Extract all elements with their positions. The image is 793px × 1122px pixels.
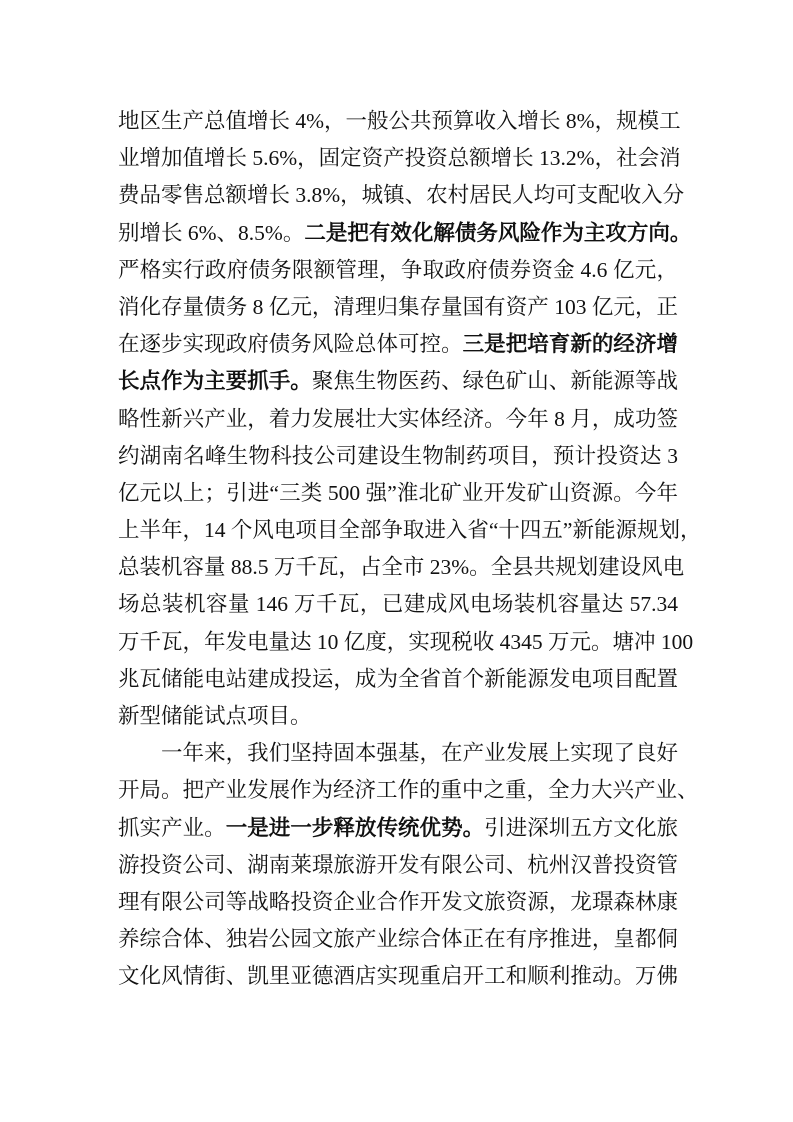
- text-line: [118, 810, 678, 847]
- body-text: 约湖南名峰生物科技公司建设生物制药项目，预计投资达 3: [118, 443, 678, 468]
- body-text: 文化风情街、凯里亚德酒店实现重启开工和顺利推动。万佛: [118, 964, 678, 989]
- text-line: [118, 326, 678, 363]
- body-text: 业增加值增长 5.6%，固定资产投资总额增长 13.2%，社会消: [118, 146, 681, 171]
- body-text: 游投资公司、湖南莱璟旅游开发有限公司、杭州汉普投资管: [118, 852, 678, 877]
- text-line: [118, 140, 681, 177]
- text-line: [118, 401, 678, 438]
- body-text: 上半年，14 个风电项目全部争取进入省“十四五”新能源规划，: [118, 518, 702, 543]
- body-text: 亿元以上；引进“三类 500 强”淮北矿业开发矿山资源。今年: [118, 480, 678, 505]
- text-line: [118, 586, 678, 623]
- text-line: [118, 177, 685, 214]
- text-line: [118, 772, 699, 809]
- document-page: [118, 103, 702, 996]
- body-text: 开局。把产业发展作为经济工作的重中之重，全力大兴产业、: [118, 778, 699, 803]
- body-text: 总装机容量 88.5 万千瓦，占全市 23%。全县共规划建设风电: [118, 555, 685, 580]
- paragraph: [118, 735, 699, 995]
- body-text: 费品零售总额增长 3.8%，城镇、农村居民人均可支配收入分: [118, 183, 685, 208]
- paragraph: [118, 103, 702, 735]
- body-text: 别增长 6%、8.5%。: [118, 220, 305, 245]
- text-line: [118, 252, 678, 289]
- body-text: 养综合体、独岩公园文旅产业综合体正在有序推进，皇都侗: [118, 927, 678, 952]
- body-text: 兆瓦储能电站建成投运，成为全省首个新能源发电项目配置: [118, 666, 678, 691]
- bold-heading-text: 一是进一步释放传统优势。: [225, 815, 485, 840]
- text-line: [118, 921, 678, 958]
- body-text: 聚焦生物医药、绿色矿山、新能源等战: [311, 369, 678, 394]
- text-line: [118, 698, 678, 735]
- body-text: 万千瓦，年发电量达 10 亿度，实现税收 4345 万元。塘冲 100: [118, 629, 694, 654]
- body-text: 抓实产业。: [118, 815, 226, 840]
- text-line: [118, 103, 681, 140]
- body-text: 新型储能试点项目。: [118, 704, 312, 728]
- text-line: [118, 438, 678, 475]
- body-text: 在逐步实现政府债务风险总体可控。: [118, 332, 463, 357]
- text-line: [118, 958, 678, 995]
- body-text: 严格实行政府债务限额管理，争取政府债券资金 4.6 亿元，: [118, 257, 678, 282]
- text-line: [118, 661, 678, 698]
- text-line: [118, 847, 678, 884]
- text-line: [118, 215, 692, 252]
- body-text: 地区生产总值增长 4%，一般公共预算收入增长 8%，规模工: [118, 109, 681, 133]
- text-line: [118, 735, 678, 772]
- body-text: 理有限公司等战略投资企业合作开发文旅资源，龙璟森林康: [118, 889, 678, 914]
- body-text: 一年来，我们坚持固本强基，在产业发展上实现了良好: [161, 741, 678, 766]
- body-text: 场总装机容量 146 万千瓦，已建成风电场装机容量达 57.34: [118, 592, 678, 617]
- bold-heading-text: 长点作为主要抓手。: [118, 369, 312, 394]
- text-line: [118, 512, 702, 549]
- text-line: [118, 475, 678, 512]
- text-line: [118, 289, 678, 326]
- body-text: 消化存量债务 8 亿元，清理归集存量国有资产 103 亿元，正: [118, 294, 678, 319]
- body-text: 略性新兴产业，着力发展壮大实体经济。今年 8 月，成功签: [118, 406, 678, 431]
- bold-heading-text: 三是把培育新的经济增: [462, 332, 678, 357]
- body-text: 引进深圳五方文化旅: [484, 815, 678, 840]
- bold-heading-text: 二是把有效化解债务风险作为主攻方向。: [304, 220, 692, 245]
- text-line: [118, 363, 678, 400]
- text-line: [118, 624, 694, 661]
- text-line: [118, 884, 678, 921]
- text-line: [118, 549, 685, 586]
